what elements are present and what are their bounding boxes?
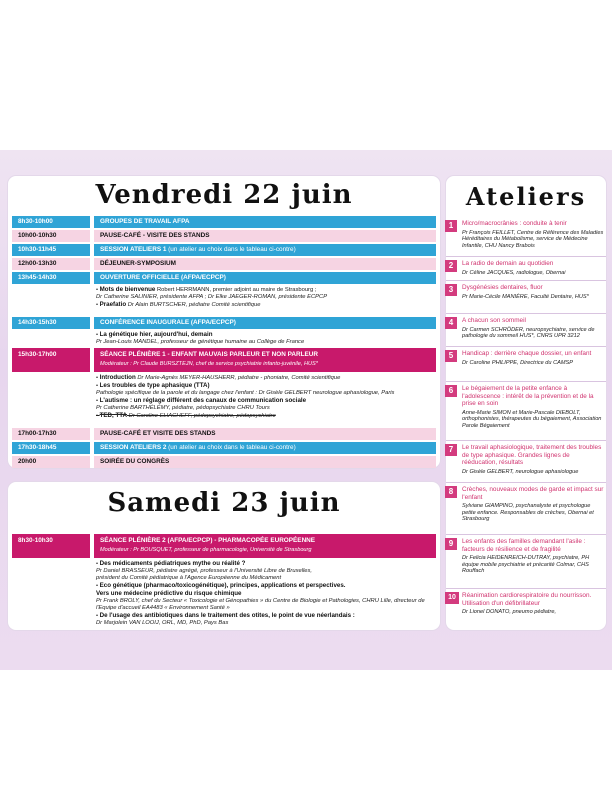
row-label: CONFÉRENCE INAUGURALE (AFPA/ECPCP) bbox=[94, 317, 436, 329]
atelier-text bbox=[462, 220, 604, 249]
atelier-speaker: Pr Marie-Cécile MANIÈRE, Faculté Dentaire, HUS* bbox=[462, 293, 589, 300]
detail-line: Pr Frank BROLY, chef du Secteur « Toxicologie et Génopathies » du Centre de Biologie et Pathologies, CHRU Lille, directeur de l'Equipe d'accueil EA4483 « Environnement Santé » bbox=[96, 598, 425, 611]
detail-title: Mots de bienvenue bbox=[99, 286, 156, 293]
atelier-title: Handicap : derrière chaque dossier, un enfant bbox=[462, 350, 592, 357]
detail-line: Dr Catherine SALINIER, présidente AFPA ; Dr Elke JAEGER-ROMAN, présidente ECPCP bbox=[96, 294, 328, 300]
schedule-row bbox=[12, 456, 436, 468]
detail-item-cancelled: • TED, TTA Dr Caroline ELIACHEFF, pédopsychiatre, pédopsychiatre bbox=[96, 412, 276, 419]
atelier-speaker: Anne-Marie SIMON et Marie-Pascale DIEBOLT, orthophonistes, thérapeutes du bégaiement, Association Parole Bégaiement bbox=[462, 409, 602, 429]
plenary-details bbox=[96, 374, 432, 420]
row-label bbox=[94, 244, 436, 256]
schedule-row bbox=[12, 258, 436, 270]
atelier-number: 10 bbox=[445, 592, 459, 604]
atelier-number: 2 bbox=[445, 260, 457, 272]
row-time: 12h00-13h30 bbox=[12, 258, 90, 270]
row-time: 17h00-17h30 bbox=[12, 428, 90, 440]
atelier-number: 7 bbox=[445, 444, 457, 456]
detail-title: Les troubles de type aphasique (TTA) bbox=[99, 382, 210, 389]
atelier-title: Micro/macrocrânies : conduite à tenir bbox=[462, 220, 567, 227]
opening-details bbox=[96, 286, 432, 309]
detail-item: • La génétique hier, aujourd'hui, demain bbox=[96, 331, 213, 338]
row-note: (un atelier au choix dans le tableau ci-contre) bbox=[166, 246, 296, 253]
detail-line: Dr Marjolein VAN LOOIJ, ORL, MD, PhD, Pays Bas bbox=[96, 620, 229, 626]
atelier-text bbox=[462, 538, 604, 575]
atelier-number: 8 bbox=[445, 486, 457, 498]
row-label: PAUSE-CAFÉ - VISITE DES STANDS bbox=[94, 230, 436, 242]
schedule-row bbox=[12, 244, 436, 256]
detail-title: Eco génétique (pharmaco/toxicogénétique), principes, applications et perspectives. bbox=[99, 582, 346, 589]
atelier-number: 4 bbox=[445, 317, 457, 329]
atelier-text bbox=[462, 260, 604, 276]
atelier-number: 9 bbox=[445, 538, 457, 550]
schedule-row bbox=[12, 534, 436, 558]
atelier-number: 6 bbox=[445, 385, 457, 397]
atelier-text bbox=[462, 284, 604, 300]
row-label: OUVERTURE OFFICIELLE (AFPA/ECPCP) bbox=[94, 272, 436, 284]
row-time: 8h30-10h30 bbox=[12, 534, 90, 558]
detail-item: • Eco génétique (pharmaco/toxicogénétique), principes, applications et perspectives. bbox=[96, 582, 346, 589]
detail-title: Introduction bbox=[99, 374, 136, 381]
atelier-text bbox=[462, 317, 604, 340]
atelier-title: Dysgénésies dentaires, fluor bbox=[462, 284, 543, 291]
row-time: 10h30-11h45 bbox=[12, 244, 90, 256]
atelier-number: 1 bbox=[445, 220, 457, 232]
row-label-main: SESSION ATELIERS 1 bbox=[100, 246, 167, 253]
atelier-title: La radio de demain au quotidien bbox=[462, 260, 554, 267]
atelier-number: 5 bbox=[445, 350, 457, 362]
atelier-text bbox=[462, 592, 604, 616]
row-time: 20h00 bbox=[12, 456, 90, 468]
friday-title: Vendredi 22 juin bbox=[95, 180, 353, 210]
detail-title: De l'usage des antibiotiques dans le traitement des otites, le point de vue néerlandais : bbox=[99, 612, 355, 619]
row-time: 14h30-15h30 bbox=[12, 317, 90, 329]
atelier-speaker: Dr Felicia HEIDENREICH-DUTRAY, psychiatre, PH équipe mobile psychiatrie et précarité Colmar, CHS Rouffach bbox=[462, 555, 590, 575]
divider bbox=[446, 482, 606, 483]
atelier-text bbox=[462, 385, 604, 430]
atelier-speaker: Dr Gisèle GELBERT, neurologue aphasiologue bbox=[462, 468, 579, 475]
saturday-title: Samedi 23 juin bbox=[107, 488, 341, 518]
atelier-speaker: Pr François FEILLET, Centre de Référence des Maladies Héréditaires du Métabolisme, service de Médecine Infantile, CHU Nancy Brabois bbox=[462, 229, 604, 249]
conference-details bbox=[96, 331, 432, 346]
schedule-row bbox=[12, 317, 436, 329]
schedule-row bbox=[12, 272, 436, 284]
row-note: (un atelier au choix dans le tableau ci-contre) bbox=[166, 444, 296, 451]
row-time: 8h30-10h00 bbox=[12, 216, 90, 228]
detail-text: Dr Alain BURTSCHER, pédiatre Comité scientifique bbox=[126, 302, 261, 308]
row-label bbox=[94, 348, 436, 372]
detail-item: • Mots de bienvenue Robert HERRMANN, premier adjoint au maire de Strasbourg ; bbox=[96, 286, 317, 293]
atelier-text bbox=[462, 350, 604, 366]
row-label: SOIRÉE DU CONGRÈS bbox=[94, 456, 436, 468]
detail-text: Dr Caroline ELIACHEFF, pédopsychiatre, pédopsychiatre bbox=[127, 413, 276, 419]
saturday-panel bbox=[8, 482, 440, 630]
row-label: DÉJEUNER-SYMPOSIUM bbox=[94, 258, 436, 270]
row-time: 17h30-18h45 bbox=[12, 442, 90, 454]
row-note: Modérateur : Pr BOUSQUET, professeur de pharmacologie, Université de Strasbourg bbox=[100, 547, 312, 553]
divider bbox=[446, 381, 606, 382]
row-label: GROUPES DE TRAVAIL AFPA bbox=[94, 216, 436, 228]
detail-text: Dr Marie-Agnès MEYER-HAUSHERR, pédiatre - phoniatre, Comité scientifique bbox=[135, 375, 341, 381]
divider bbox=[446, 313, 606, 314]
detail-title: La génétique hier, aujourd'hui, demain bbox=[99, 331, 213, 338]
ateliers-panel bbox=[446, 176, 606, 630]
row-label-main: SÉANCE PLÉNIÈRE 1 - ENFANT MAUVAIS PARLEUR ET NON PARLEUR bbox=[100, 351, 319, 358]
row-label bbox=[94, 534, 436, 558]
row-label-main: SÉANCE PLÉNIÈRE 2 (AFPA/ECPCP) - PHARMACOPÉE EUROPÉENNE bbox=[100, 537, 316, 544]
detail-title: TED, TTA bbox=[99, 412, 128, 419]
row-time: 10h00-10h30 bbox=[12, 230, 90, 242]
atelier-text bbox=[462, 444, 604, 475]
divider bbox=[446, 534, 606, 535]
detail-line: Pathologie spécifique de la parole et du langage chez l'enfant : Dr Gisèle GELBERT neurologue aphasiologue, Paris bbox=[96, 390, 395, 396]
row-label: PAUSE-CAFÉ ET VISITE DES STANDS bbox=[94, 428, 436, 440]
row-label bbox=[94, 442, 436, 454]
divider bbox=[446, 280, 606, 281]
row-time: 13h45-14h30 bbox=[12, 272, 90, 284]
atelier-title: A chacun son sommeil bbox=[462, 317, 526, 324]
divider bbox=[446, 256, 606, 257]
detail-item: • L'autisme : un réglage différent des canaux de communication sociale bbox=[96, 397, 307, 404]
schedule-row bbox=[12, 230, 436, 242]
row-label-main: SESSION ATELIERS 2 bbox=[100, 444, 167, 451]
atelier-speaker: Dr Caroline PHILIPPE, Directrice du CAMSP bbox=[462, 359, 573, 366]
atelier-speaker: Dr Lionel DONATO, pneumo pédiatre, bbox=[462, 609, 556, 616]
detail-item: • Les troubles de type aphasique (TTA) bbox=[96, 382, 210, 389]
saturday-details bbox=[96, 560, 432, 627]
divider bbox=[446, 346, 606, 347]
detail-line-bold bbox=[96, 590, 432, 598]
row-time: 15h30-17h00 bbox=[12, 348, 90, 372]
atelier-title: Réanimation cardiorespiratoire du nourrisson. Utilisation d'un défibrillateur bbox=[462, 592, 592, 607]
schedule-row bbox=[12, 442, 436, 454]
friday-panel bbox=[8, 176, 440, 468]
schedule-row bbox=[12, 428, 436, 440]
atelier-text bbox=[462, 486, 604, 523]
detail-subtitle: Vers une médecine prédictive du risque chimique bbox=[96, 590, 242, 597]
ateliers-title: Ateliers bbox=[465, 182, 587, 211]
atelier-title: Crèches, nouveaux modes de garde et impact sur l'enfant bbox=[462, 486, 604, 501]
detail-line: Pr Jean-Louis MANDEL, professeur de génétique humaine au Collège de France bbox=[96, 339, 305, 345]
atelier-speaker: Dr Céline JACQUES, radiologue, Obernai bbox=[462, 269, 566, 276]
atelier-speaker: Sylviane GIAMPINO, psychanalyste et psychologue petite enfance. Responsables de crèches, Obernai et Strasbourg bbox=[462, 503, 594, 523]
detail-title: Des médicaments pédiatriques mythe ou réalité ? bbox=[99, 560, 246, 567]
detail-text: Robert HERRMANN, premier adjoint au maire de Strasbourg ; bbox=[155, 287, 317, 293]
schedule-row bbox=[12, 348, 436, 372]
atelier-title: Le travail aphasiologique, traitement des troubles de type aphasique. Grandes lignes de rééducation, résultats bbox=[462, 444, 602, 467]
atelier-speaker: Dr Carmen SCHRÖDER, neuropsychiatre, service de pathologie du sommeil HUS*, CNRS UPR 3212 bbox=[462, 326, 595, 340]
detail-line: Pr Daniel BRASSEUR, pédiatre agrégé, professeur à l'Université Libre de Bruxelles, bbox=[96, 568, 313, 574]
divider bbox=[446, 588, 606, 589]
row-note: Modérateur : Pr Claude BURSZTEJN, chef de service psychiatrie infanto-juvénile, HUS* bbox=[100, 361, 318, 367]
schedule-row bbox=[12, 216, 436, 228]
detail-title: Praefatio bbox=[99, 301, 127, 308]
detail-line: Pr Catherine BARTHÉLÉMY, pédiatre, pédopsychiatre CHRU Tours bbox=[96, 405, 270, 411]
detail-item: • Des médicaments pédiatriques mythe ou réalité ? bbox=[96, 560, 246, 567]
detail-item: • De l'usage des antibiotiques dans le traitement des otites, le point de vue néerlandais : bbox=[96, 612, 355, 619]
detail-title: L'autisme : un réglage différent des canaux de communication sociale bbox=[99, 397, 307, 404]
divider bbox=[446, 440, 606, 441]
detail-line: président du Comité pédiatrique à l'Agence Européenne du Médicament bbox=[96, 575, 282, 581]
detail-item: • Praefatio Dr Alain BURTSCHER, pédiatre Comité scientifique bbox=[96, 301, 261, 308]
atelier-number: 3 bbox=[445, 284, 457, 296]
detail-item: • Introduction Dr Marie-Agnès MEYER-HAUSHERR, pédiatre - phoniatre, Comité scientifique bbox=[96, 374, 341, 381]
atelier-title: Les enfants des familles demandant l'asile : facteurs de résilience et de fragilité bbox=[462, 538, 586, 553]
atelier-title: Le bégaiement de la petite enfance à l'adolescence : intérêt de la prévention et de la prise en soin bbox=[462, 385, 594, 408]
